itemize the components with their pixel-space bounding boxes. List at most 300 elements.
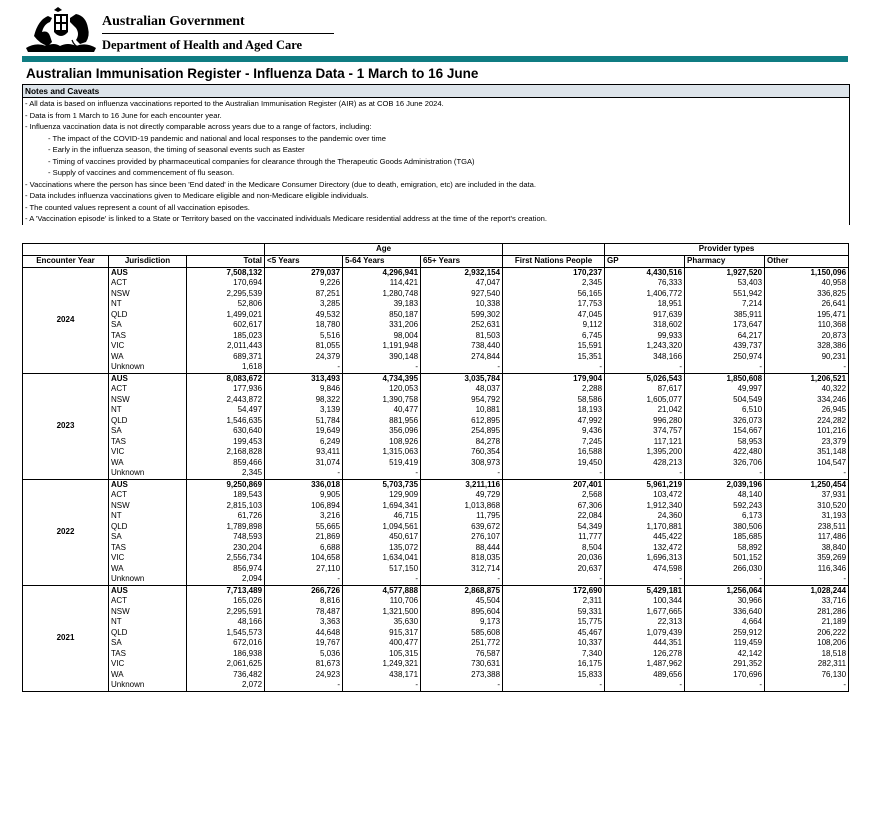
value-cell: 2,061,625: [187, 659, 265, 670]
value-cell: 1,605,077: [605, 395, 685, 406]
value-cell: 313,493: [265, 373, 343, 384]
value-cell: 2,295,539: [187, 289, 265, 300]
value-cell: 15,591: [503, 341, 605, 352]
value-cell: 273,388: [421, 670, 503, 681]
value-cell: 730,631: [421, 659, 503, 670]
value-cell: 9,226: [265, 278, 343, 289]
value-cell: -: [765, 468, 849, 479]
value-cell: 103,472: [605, 490, 685, 501]
value-cell: 120,053: [343, 384, 421, 395]
value-cell: 10,337: [503, 638, 605, 649]
value-cell: 110,368: [765, 320, 849, 331]
value-cell: 8,816: [265, 596, 343, 607]
jurisdiction-cell: WA: [109, 564, 187, 575]
value-cell: 1,256,064: [685, 585, 765, 596]
value-cell: 54,497: [187, 405, 265, 416]
accent-bar: [22, 56, 848, 62]
government-name: Australian Government: [102, 14, 245, 29]
value-cell: 27,110: [265, 564, 343, 575]
value-cell: 374,757: [605, 426, 685, 437]
value-cell: 44,648: [265, 628, 343, 639]
value-cell: 10,881: [421, 405, 503, 416]
value-cell: 199,453: [187, 437, 265, 448]
value-cell: 15,351: [503, 352, 605, 363]
table-row: [23, 362, 849, 373]
jurisdiction-cell: VIC: [109, 553, 187, 564]
value-cell: 116,346: [765, 564, 849, 575]
value-cell: -: [343, 574, 421, 585]
value-cell: 47,045: [503, 310, 605, 321]
value-cell: 1,694,341: [343, 501, 421, 512]
table-row: [23, 331, 849, 342]
value-cell: 67,306: [503, 501, 605, 512]
value-cell: 114,421: [343, 278, 421, 289]
value-cell: 385,911: [685, 310, 765, 321]
value-cell: 31,193: [765, 511, 849, 522]
jurisdiction-cell: Unknown: [109, 574, 187, 585]
value-cell: -: [265, 574, 343, 585]
note-line: - Data is from 1 March to 16 June for each encounter year.: [25, 110, 222, 120]
value-cell: 11,777: [503, 532, 605, 543]
jurisdiction-cell: NT: [109, 299, 187, 310]
value-cell: 1,191,948: [343, 341, 421, 352]
table-row: [23, 352, 849, 363]
value-cell: 55,665: [265, 522, 343, 533]
value-cell: -: [765, 362, 849, 373]
value-cell: 5,961,219: [605, 479, 685, 490]
value-cell: 165,026: [187, 596, 265, 607]
department-name: Department of Health and Aged Care: [102, 38, 303, 52]
value-cell: 172,690: [503, 585, 605, 596]
value-cell: 132,472: [605, 543, 685, 554]
value-cell: 26,945: [765, 405, 849, 416]
value-cell: 2,568: [503, 490, 605, 501]
value-cell: 252,631: [421, 320, 503, 331]
jurisdiction-cell: TAS: [109, 331, 187, 342]
value-cell: 48,037: [421, 384, 503, 395]
value-cell: 489,656: [605, 670, 685, 681]
value-cell: 173,647: [685, 320, 765, 331]
value-cell: 3,139: [265, 405, 343, 416]
jurisdiction-cell: ACT: [109, 490, 187, 501]
value-cell: 672,016: [187, 638, 265, 649]
value-cell: 2,094: [187, 574, 265, 585]
value-cell: 336,825: [765, 289, 849, 300]
column-header-row: [23, 256, 849, 268]
jurisdiction-cell: WA: [109, 458, 187, 469]
jurisdiction-cell: WA: [109, 352, 187, 363]
table-body: [23, 267, 849, 691]
value-cell: 56,165: [503, 289, 605, 300]
value-cell: 276,107: [421, 532, 503, 543]
value-cell: 195,471: [765, 310, 849, 321]
table-row: [23, 649, 849, 660]
value-cell: 90,231: [765, 352, 849, 363]
value-cell: 9,112: [503, 320, 605, 331]
value-cell: 93,411: [265, 447, 343, 458]
value-cell: -: [765, 680, 849, 691]
value-cell: -: [421, 362, 503, 373]
value-cell: 1,150,096: [765, 267, 849, 278]
value-cell: 736,482: [187, 670, 265, 681]
value-cell: 48,166: [187, 617, 265, 628]
value-cell: 8,083,672: [187, 373, 265, 384]
table-row: [23, 574, 849, 585]
value-cell: 185,023: [187, 331, 265, 342]
column-header: Other: [765, 256, 849, 268]
value-cell: 189,543: [187, 490, 265, 501]
value-cell: 1,618: [187, 362, 265, 373]
value-cell: 917,639: [605, 310, 685, 321]
value-cell: 1,677,665: [605, 607, 685, 618]
value-cell: 37,931: [765, 490, 849, 501]
value-cell: 5,026,543: [605, 373, 685, 384]
table-row: [23, 532, 849, 543]
value-cell: 630,640: [187, 426, 265, 437]
jurisdiction-cell: AUS: [109, 479, 187, 490]
value-cell: 10,338: [421, 299, 503, 310]
value-cell: 100,344: [605, 596, 685, 607]
jurisdiction-cell: VIC: [109, 659, 187, 670]
value-cell: 1,250,454: [765, 479, 849, 490]
value-cell: 19,649: [265, 426, 343, 437]
value-cell: 58,586: [503, 395, 605, 406]
value-cell: 2,345: [503, 278, 605, 289]
value-cell: 17,753: [503, 299, 605, 310]
jurisdiction-cell: VIC: [109, 341, 187, 352]
note-line: - All data is based on influenza vaccinations reported to the Australian Immunisation Register (AIR) as at COB 16 June 2024.: [25, 99, 444, 108]
value-cell: 35,630: [343, 617, 421, 628]
table-row: [23, 543, 849, 554]
value-cell: -: [421, 680, 503, 691]
value-cell: 8,504: [503, 543, 605, 554]
value-cell: -: [503, 468, 605, 479]
value-cell: -: [343, 680, 421, 691]
value-cell: 1,406,772: [605, 289, 685, 300]
jurisdiction-cell: NSW: [109, 395, 187, 406]
value-cell: 53,403: [685, 278, 765, 289]
value-cell: 602,617: [187, 320, 265, 331]
value-cell: 1,634,041: [343, 553, 421, 564]
value-cell: 336,018: [265, 479, 343, 490]
jurisdiction-cell: AUS: [109, 373, 187, 384]
value-cell: 4,577,888: [343, 585, 421, 596]
value-cell: 76,587: [421, 649, 503, 660]
value-cell: 428,213: [605, 458, 685, 469]
value-cell: 52,806: [187, 299, 265, 310]
value-cell: 179,904: [503, 373, 605, 384]
value-cell: 6,510: [685, 405, 765, 416]
table-row: [23, 564, 849, 575]
table-row: [23, 341, 849, 352]
value-cell: 170,696: [685, 670, 765, 681]
value-cell: 5,036: [265, 649, 343, 660]
value-cell: 818,035: [421, 553, 503, 564]
value-cell: 326,706: [685, 458, 765, 469]
value-cell: 282,311: [765, 659, 849, 670]
value-cell: 81,673: [265, 659, 343, 670]
jurisdiction-cell: ACT: [109, 596, 187, 607]
value-cell: 24,379: [265, 352, 343, 363]
value-cell: 23,379: [765, 437, 849, 448]
value-cell: 859,466: [187, 458, 265, 469]
value-cell: 18,518: [765, 649, 849, 660]
value-cell: 177,936: [187, 384, 265, 395]
table-row: [23, 289, 849, 300]
value-cell: 6,745: [503, 331, 605, 342]
note-line: - Timing of vaccines provided by pharmaceutical companies for clearance through the Therapeutic Goods Administration (TGA): [48, 156, 475, 166]
value-cell: 639,672: [421, 522, 503, 533]
table-row: [23, 437, 849, 448]
value-cell: 18,193: [503, 405, 605, 416]
value-cell: 359,269: [765, 553, 849, 564]
value-cell: 2,072: [187, 680, 265, 691]
value-cell: 9,905: [265, 490, 343, 501]
value-cell: 4,430,516: [605, 267, 685, 278]
note-line: - A 'Vaccination episode' is linked to a State or Territory based on the vaccinated individuals Medicare residential address at the time of the report's creation.: [25, 214, 547, 223]
value-cell: 9,436: [503, 426, 605, 437]
jurisdiction-cell: NT: [109, 405, 187, 416]
value-cell: 334,246: [765, 395, 849, 406]
table-row: [23, 680, 849, 691]
table-row: [23, 501, 849, 512]
value-cell: 51,784: [265, 416, 343, 427]
value-cell: 230,204: [187, 543, 265, 554]
value-cell: 33,716: [765, 596, 849, 607]
value-cell: 16,175: [503, 659, 605, 670]
value-cell: 351,148: [765, 447, 849, 458]
value-cell: 24,923: [265, 670, 343, 681]
value-cell: 110,706: [343, 596, 421, 607]
value-cell: 26,641: [765, 299, 849, 310]
value-cell: 9,250,869: [187, 479, 265, 490]
notes-heading: Notes and Caveats: [23, 85, 849, 98]
value-cell: 3,363: [265, 617, 343, 628]
value-cell: 108,926: [343, 437, 421, 448]
note-line: - Supply of vaccines and commencement of flu season.: [48, 168, 235, 177]
value-cell: 474,598: [605, 564, 685, 575]
column-header: First Nations People: [503, 256, 605, 268]
table-row: [23, 490, 849, 501]
value-cell: 101,216: [765, 426, 849, 437]
table-row: [23, 638, 849, 649]
value-cell: 39,183: [343, 299, 421, 310]
value-cell: 20,036: [503, 553, 605, 564]
value-cell: 7,245: [503, 437, 605, 448]
encounter-year-cell: 2024: [23, 267, 109, 373]
value-cell: 2,556,734: [187, 553, 265, 564]
jurisdiction-cell: NSW: [109, 501, 187, 512]
jurisdiction-cell: SA: [109, 320, 187, 331]
value-cell: 3,285: [265, 299, 343, 310]
value-cell: 18,951: [605, 299, 685, 310]
value-cell: 15,775: [503, 617, 605, 628]
value-cell: 1,079,439: [605, 628, 685, 639]
value-cell: 915,317: [343, 628, 421, 639]
value-cell: 996,280: [605, 416, 685, 427]
value-cell: 54,349: [503, 522, 605, 533]
value-cell: 1,546,635: [187, 416, 265, 427]
value-cell: 59,331: [503, 607, 605, 618]
page-title: Australian Immunisation Register - Influenza Data - 1 March to 16 June: [26, 66, 479, 81]
value-cell: 592,243: [685, 501, 765, 512]
jurisdiction-cell: Unknown: [109, 468, 187, 479]
value-cell: 308,973: [421, 458, 503, 469]
value-cell: -: [343, 468, 421, 479]
value-cell: 281,286: [765, 607, 849, 618]
value-cell: 1,850,608: [685, 373, 765, 384]
table-row: [23, 659, 849, 670]
value-cell: 2,011,443: [187, 341, 265, 352]
value-cell: 551,942: [685, 289, 765, 300]
value-cell: 519,419: [343, 458, 421, 469]
table-row: [23, 405, 849, 416]
value-cell: 954,792: [421, 395, 503, 406]
jurisdiction-cell: VIC: [109, 447, 187, 458]
value-cell: 31,074: [265, 458, 343, 469]
value-cell: 2,288: [503, 384, 605, 395]
jurisdiction-cell: TAS: [109, 437, 187, 448]
value-cell: 129,909: [343, 490, 421, 501]
notes-list: [23, 98, 849, 225]
value-cell: 1,243,320: [605, 341, 685, 352]
value-cell: 3,035,784: [421, 373, 503, 384]
notes-section: [22, 84, 850, 225]
value-cell: 612,895: [421, 416, 503, 427]
value-cell: 5,703,735: [343, 479, 421, 490]
value-cell: 9,173: [421, 617, 503, 628]
value-cell: 1,206,521: [765, 373, 849, 384]
value-cell: 238,511: [765, 522, 849, 533]
note-line: - The counted values represent a count of all vaccination episodes.: [25, 202, 250, 212]
value-cell: 1,249,321: [343, 659, 421, 670]
value-cell: 312,714: [421, 564, 503, 575]
value-cell: 64,217: [685, 331, 765, 342]
value-cell: 1,487,962: [605, 659, 685, 670]
value-cell: -: [605, 362, 685, 373]
header: [22, 4, 842, 56]
value-cell: 1,321,500: [343, 607, 421, 618]
value-cell: 58,953: [685, 437, 765, 448]
value-cell: 126,278: [605, 649, 685, 660]
value-cell: 356,096: [343, 426, 421, 437]
jurisdiction-cell: NSW: [109, 289, 187, 300]
value-cell: 20,873: [765, 331, 849, 342]
group-header-row: [23, 244, 849, 256]
value-cell: -: [421, 574, 503, 585]
value-cell: 185,685: [685, 532, 765, 543]
value-cell: 4,734,395: [343, 373, 421, 384]
jurisdiction-cell: SA: [109, 426, 187, 437]
value-cell: 42,142: [685, 649, 765, 660]
value-cell: -: [265, 680, 343, 691]
value-cell: 2,345: [187, 468, 265, 479]
value-cell: 20,637: [503, 564, 605, 575]
value-cell: 517,150: [343, 564, 421, 575]
jurisdiction-cell: NT: [109, 617, 187, 628]
value-cell: 58,892: [685, 543, 765, 554]
value-cell: 348,166: [605, 352, 685, 363]
value-cell: 81,055: [265, 341, 343, 352]
value-cell: 4,664: [685, 617, 765, 628]
value-cell: -: [265, 468, 343, 479]
value-cell: 87,617: [605, 384, 685, 395]
value-cell: 850,187: [343, 310, 421, 321]
column-header: Jurisdiction: [109, 256, 187, 268]
encounter-year-cell: 2022: [23, 479, 109, 585]
value-cell: -: [685, 468, 765, 479]
jurisdiction-cell: SA: [109, 638, 187, 649]
value-cell: 444,351: [605, 638, 685, 649]
value-cell: 49,532: [265, 310, 343, 321]
column-header: GP: [605, 256, 685, 268]
value-cell: 259,912: [685, 628, 765, 639]
value-cell: 21,042: [605, 405, 685, 416]
value-cell: 6,249: [265, 437, 343, 448]
value-cell: 11,795: [421, 511, 503, 522]
value-cell: 76,130: [765, 670, 849, 681]
value-cell: -: [685, 362, 765, 373]
jurisdiction-cell: ACT: [109, 278, 187, 289]
table-row: [23, 426, 849, 437]
value-cell: 748,593: [187, 532, 265, 543]
value-cell: 881,956: [343, 416, 421, 427]
column-header: 5-64 Years: [343, 256, 421, 268]
provider-group-header: Provider types: [605, 244, 849, 256]
value-cell: 45,504: [421, 596, 503, 607]
value-cell: 1,545,573: [187, 628, 265, 639]
jurisdiction-cell: QLD: [109, 310, 187, 321]
value-cell: 81,503: [421, 331, 503, 342]
value-cell: 98,004: [343, 331, 421, 342]
jurisdiction-cell: AUS: [109, 585, 187, 596]
value-cell: 1,013,868: [421, 501, 503, 512]
jurisdiction-cell: Unknown: [109, 680, 187, 691]
table-row: [23, 299, 849, 310]
encounter-year-cell: 2023: [23, 373, 109, 479]
value-cell: 501,152: [685, 553, 765, 564]
value-cell: -: [765, 574, 849, 585]
age-group-header: Age: [265, 244, 503, 256]
table-row: [23, 310, 849, 321]
value-cell: 2,168,828: [187, 447, 265, 458]
value-cell: 760,354: [421, 447, 503, 458]
note-line: - Influenza vaccination data is not directly comparable across years due to a range of factors, including:: [25, 122, 372, 131]
value-cell: 328,386: [765, 341, 849, 352]
value-cell: 1,927,520: [685, 267, 765, 278]
value-cell: 1,028,244: [765, 585, 849, 596]
value-cell: 47,047: [421, 278, 503, 289]
value-cell: 16,588: [503, 447, 605, 458]
value-cell: -: [605, 574, 685, 585]
value-cell: 438,171: [343, 670, 421, 681]
value-cell: 895,604: [421, 607, 503, 618]
jurisdiction-cell: QLD: [109, 522, 187, 533]
column-header: 65+ Years: [421, 256, 503, 268]
table-row: [23, 511, 849, 522]
value-cell: 117,121: [605, 437, 685, 448]
value-cell: 88,444: [421, 543, 503, 554]
value-cell: 6,688: [265, 543, 343, 554]
value-cell: 291,352: [685, 659, 765, 670]
value-cell: 3,216: [265, 511, 343, 522]
note-line: - Vaccinations where the person has since been 'End dated' in the Medicare Consumer Directory (due to death, emigration, etc) are included in the data.: [25, 179, 536, 189]
jurisdiction-cell: QLD: [109, 416, 187, 427]
value-cell: 49,997: [685, 384, 765, 395]
jurisdiction-cell: Unknown: [109, 362, 187, 373]
value-cell: 49,729: [421, 490, 503, 501]
value-cell: 7,713,489: [187, 585, 265, 596]
